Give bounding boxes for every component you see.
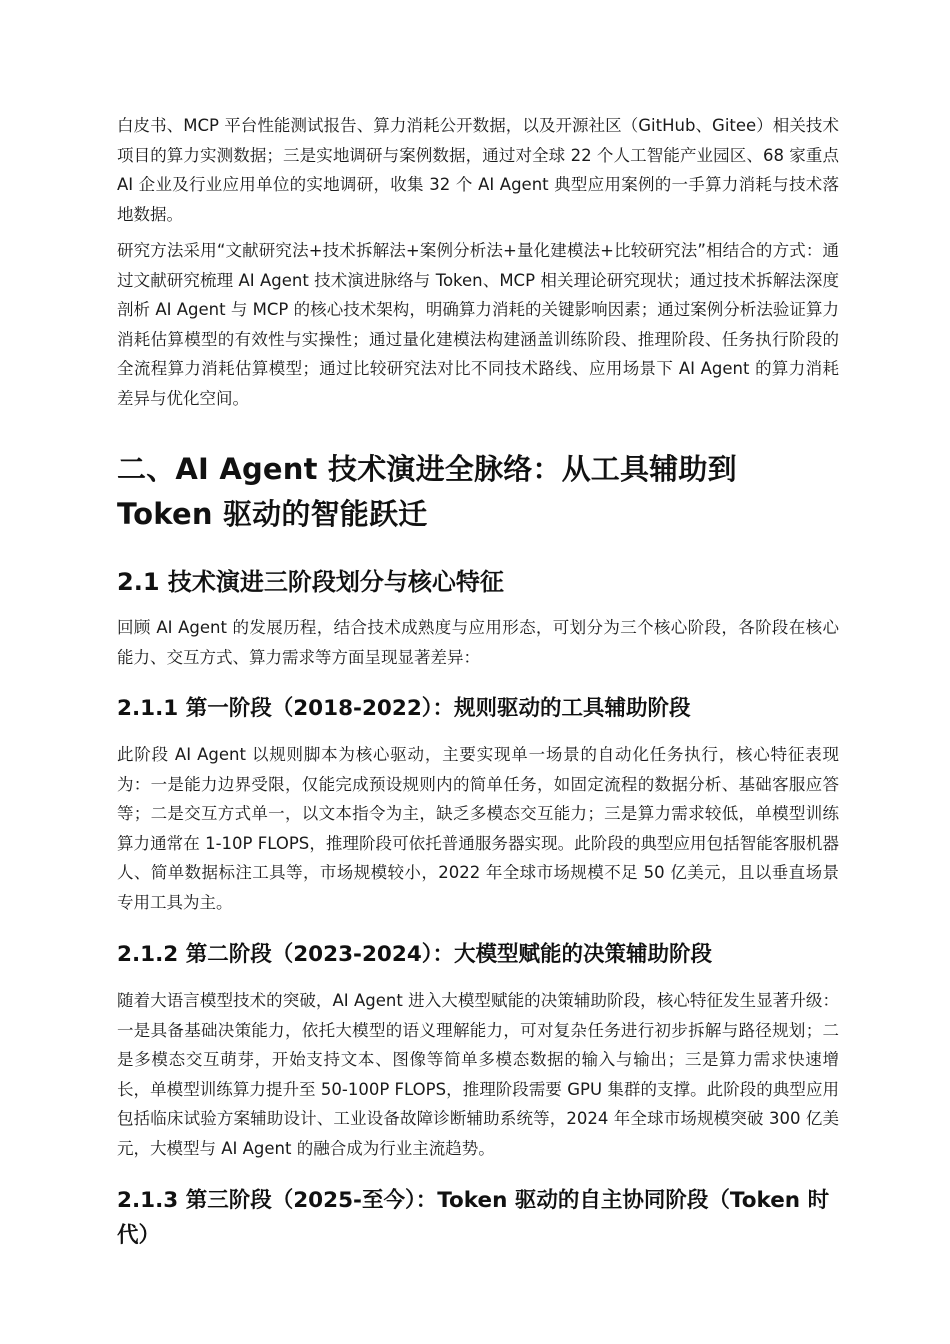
section-2-1-1-heading: 2.1.1 第一阶段（2018-2022）：规则驱动的工具辅助阶段 — [117, 696, 691, 721]
section-2-1-intro: 回顾 AI Agent 的发展历程，结合技术成熟度与应用形态，可划分为三个核心阶段，各阶段在核心能力、交互方式、算力需求等方面呈现显著差异： — [117, 618, 839, 667]
section-2-1-2-body: 随着大语言模型技术的突破，AI Agent 进入大模型赋能的决策辅助阶段，核心特征发生显著升级：一是具备基础决策能力，依托大模型的语义理解能力，可对复杂任务进行初步拆解与路径规划；二是多模态交互萌芽，开始支持文本、图像等简单多模态数据的输入与输出；三是算力需求快速增长，单模型训练算力提升至 50-100P FLOPS，推理阶段需要 GPU 集群的支撑。此阶段的典型应用包括临床试验方案辅助设计、工业设备故障诊断辅助系统等，2024 年全球市场规模突破 300 亿美元，大模型与 AI Agent 的融合成为行业主流趋势。 — [117, 991, 839, 1158]
section-2-1-1-body: 此阶段 AI Agent 以规则脚本为核心驱动，主要实现单一场景的自动化任务执行，核心特征表现为：一是能力边界受限，仅能完成预设规则内的简单任务，如固定流程的数据分析、基础客服应答等；二是交互方式单一，以文本指令为主，缺乏多模态交互能力；三是算力需求较低，单模型训练算力通常在 1-10P FLOPS，推理阶段可依托普通服务器实现。此阶段的典型应用包括智能客服机器人、简单数据标注工具等，市场规模较小，2022 年全球市场规模不足 50 亿美元，且以垂直场景专用工具为主。 — [117, 745, 839, 912]
paragraph-data-sources: 白皮书、MCP 平台性能测试报告、算力消耗公开数据，以及开源社区（GitHub、Gitee）相关技术项目的算力实测数据；三是实地调研与案例数据，通过对全球 22 个人工智能产业园区、68 家重点 AI 企业及行业应用单位的实地调研，收集 32 个 AI Agent 典型应用案例的一手算力消耗与技术落地数据。 — [117, 116, 839, 224]
chapter-2-heading: 二、AI Agent 技术演进全脉络：从工具辅助到 Token 驱动的智能跃迁 — [117, 452, 737, 531]
paragraph-research-methods: 研究方法采用“文献研究法+技术拆解法+案例分析法+量化建模法+比较研究法”相结合的方式：通过文献研究梳理 AI Agent 技术演进脉络与 Token、MCP 相关理论研究现状；通过技术拆解法深度剖析 AI Agent 与 MCP 的核心技术架构，明确算力消耗的关键影响因素；通过案例分析法验证算力消耗估算模型的有效性与实操性；通过量化建模法构建涵盖训练阶段、推理阶段、任务执行阶段的全流程算力消耗估算模型；通过比较研究法对比不同技术路线、应用场景下 AI Agent 的算力消耗差异与优化空间。 — [117, 241, 839, 408]
section-2-1-3-heading: 2.1.3 第三阶段（2025-至今）：Token 驱动的自主协同阶段（Token 时代） — [117, 1188, 830, 1248]
section-2-1-heading: 2.1 技术演进三阶段划分与核心特征 — [117, 568, 504, 596]
section-2-1-2-heading: 2.1.2 第二阶段（2023-2024）：大模型赋能的决策辅助阶段 — [117, 942, 713, 967]
document-page — [117, 111, 839, 1253]
